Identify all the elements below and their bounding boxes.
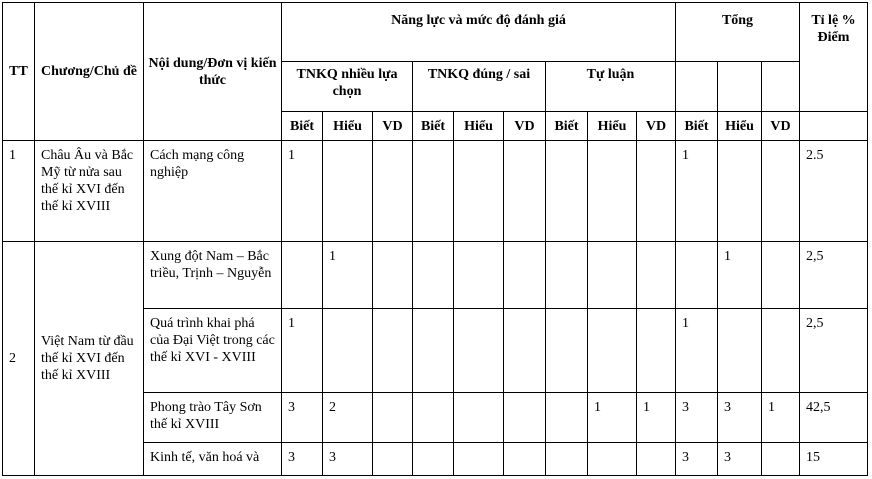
table-cell: 1 (676, 309, 718, 393)
table-cell: 1 (718, 242, 762, 309)
level-label: Biết (413, 112, 454, 141)
table-cell: 3 (323, 443, 373, 476)
table-cell (637, 242, 676, 309)
table-cell: 1 (282, 141, 323, 242)
table-cell (588, 443, 637, 476)
level-label: VD (762, 112, 800, 141)
table-cell (413, 393, 454, 443)
table-cell (373, 393, 413, 443)
row-tt: 1 (3, 141, 35, 242)
table-cell (413, 141, 454, 242)
level-label: Biết (282, 112, 323, 141)
table-cell-ti-le: 2,5 (800, 242, 868, 309)
level-label: Hiểu (588, 112, 637, 141)
table-cell (323, 141, 373, 242)
table-cell (588, 141, 637, 242)
table-cell (762, 242, 800, 309)
level-label: Hiểu (454, 112, 504, 141)
header-tong-blank-2 (718, 62, 762, 112)
table-cell (676, 242, 718, 309)
header-tong-blank-1 (676, 62, 718, 112)
row-tt: 2 (3, 242, 35, 476)
header-chuong: Chương/Chủ đề (35, 3, 144, 141)
table-cell: 3 (282, 443, 323, 476)
table-cell (588, 242, 637, 309)
table-cell: 1 (282, 309, 323, 393)
table-cell (504, 443, 546, 476)
row-noi-dung: Phong trào Tây Sơn thế kỉ XVIII (144, 393, 282, 443)
table-cell (373, 443, 413, 476)
row-chuong: Châu Âu và Bắc Mỹ từ nửa sau thế kỉ XVI đến thế kỉ XVIII (35, 141, 144, 242)
table-cell (454, 141, 504, 242)
header-tnkq-dung-sai: TNKQ đúng / sai (413, 62, 546, 112)
table-cell (546, 443, 588, 476)
row-noi-dung: Kinh tế, văn hoá và (144, 443, 282, 476)
table-cell (454, 443, 504, 476)
header-tnkq-nhieu-lua-chon: TNKQ nhiều lựa chọn (282, 62, 413, 112)
header-noi-dung: Nội dung/Đơn vị kiến thức (144, 3, 282, 141)
table-cell (718, 309, 762, 393)
table-cell (454, 309, 504, 393)
table-cell (637, 141, 676, 242)
table-cell (637, 309, 676, 393)
table-cell (504, 393, 546, 443)
table-cell (762, 443, 800, 476)
level-label: Hiểu (718, 112, 762, 141)
row-noi-dung: Quá trình khai phá của Đại Việt trong các thế kỉ XVI - XVIII (144, 309, 282, 393)
row-noi-dung: Cách mạng công nghiệp (144, 141, 282, 242)
header-tong-blank-3 (762, 62, 800, 112)
table-cell: 1 (323, 242, 373, 309)
level-label: VD (637, 112, 676, 141)
level-label: Biết (676, 112, 718, 141)
table-cell (282, 242, 323, 309)
table-row (3, 141, 868, 242)
table-cell-ti-le: 15 (800, 443, 868, 476)
table-cell: 3 (676, 393, 718, 443)
level-label: Biết (546, 112, 588, 141)
table-cell (504, 309, 546, 393)
table-cell (323, 309, 373, 393)
table-cell (504, 141, 546, 242)
level-label: Hiểu (323, 112, 373, 141)
table-cell (718, 141, 762, 242)
table-cell: 2 (323, 393, 373, 443)
table-cell (637, 443, 676, 476)
table-cell: 1 (676, 141, 718, 242)
table-cell: 1 (637, 393, 676, 443)
table-cell (504, 242, 546, 309)
table-cell (546, 242, 588, 309)
table-cell: 1 (588, 393, 637, 443)
table-cell: 3 (282, 393, 323, 443)
assessment-matrix-table (2, 2, 868, 476)
header-row-1 (3, 3, 868, 62)
table-cell (454, 393, 504, 443)
header-tu-luan: Tự luận (546, 62, 676, 112)
table-cell-ti-le: 42,5 (800, 393, 868, 443)
header-tt: TT (3, 3, 35, 141)
table-cell (373, 309, 413, 393)
header-nang-luc: Năng lực và mức độ đánh giá (282, 3, 676, 62)
level-label: VD (373, 112, 413, 141)
table-cell (373, 242, 413, 309)
table-cell (546, 393, 588, 443)
table-cell (413, 242, 454, 309)
table-cell: 3 (718, 443, 762, 476)
table-cell: 3 (676, 443, 718, 476)
table-cell: 1 (762, 393, 800, 443)
table-cell (373, 141, 413, 242)
table-cell (546, 309, 588, 393)
table-cell (454, 242, 504, 309)
row-chuong: Việt Nam từ đầu thế kỉ XVI đến thế kỉ XVIII (35, 242, 144, 476)
table-row (3, 242, 868, 309)
header-tong: Tổng (676, 3, 800, 62)
table-cell-ti-le: 2.5 (800, 141, 868, 242)
table-cell (413, 309, 454, 393)
table-cell (413, 443, 454, 476)
table-cell (762, 141, 800, 242)
row-noi-dung: Xung đột Nam – Bắc triều, Trịnh – Nguyễn (144, 242, 282, 309)
header-ti-le-blank (800, 112, 868, 141)
table-cell: 3 (718, 393, 762, 443)
level-label: VD (504, 112, 546, 141)
header-ti-le: Tỉ lệ % Điểm (800, 3, 868, 112)
table-cell (762, 309, 800, 393)
table-cell (546, 141, 588, 242)
table-cell-ti-le: 2,5 (800, 309, 868, 393)
table-cell (588, 309, 637, 393)
